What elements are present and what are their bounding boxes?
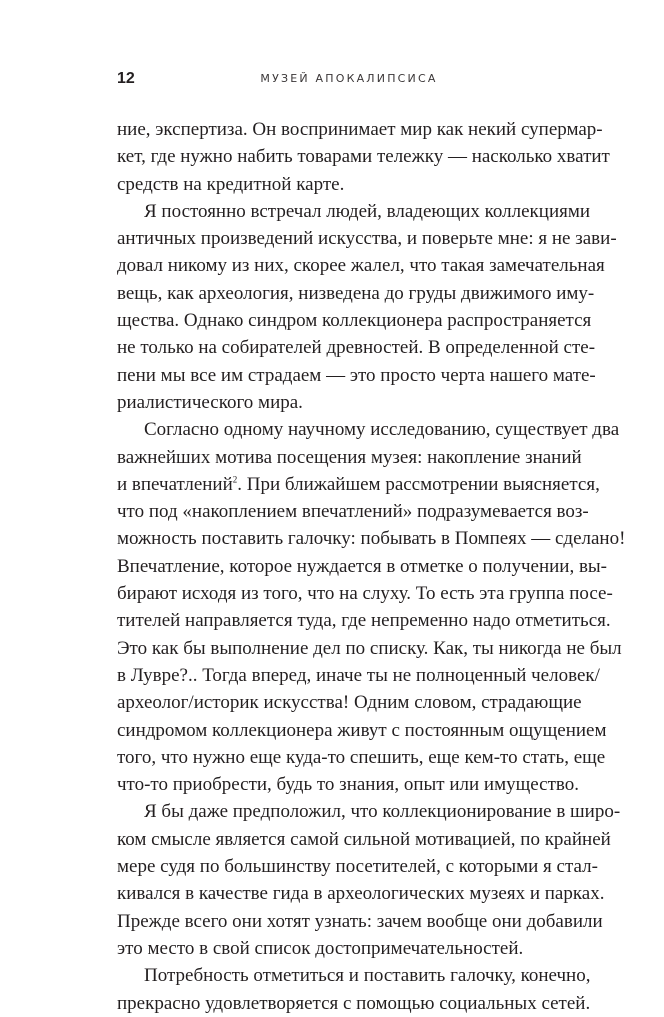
footnote-reference[interactable]: 2 [232, 474, 238, 485]
text-line: бирают исходя из того, что на слуху. То есть эта группа посе- [117, 583, 613, 605]
body-text [117, 116, 626, 1017]
running-header [117, 70, 581, 92]
text-line: того, что нужно еще куда-то спешить, еще кем-то стать, еще [117, 746, 606, 768]
text-line: не только на собирателей древностей. В определенной сте- [117, 337, 596, 359]
text-line: античных произведений искусства, и поверьте мне: я не зави- [117, 228, 617, 250]
text-line: прекрасно удовлетворяется с помощью социальных сетей. [117, 992, 591, 1014]
text-line: средств на кредитной карте. [117, 173, 345, 195]
book-title: МУЗЕЙ АПОКАЛИПСИСА [260, 72, 438, 85]
text-line: синдромом коллекционера живут с постоянным ощущением [117, 719, 607, 741]
text-fragment: и впечатлений [117, 473, 233, 495]
text-line: что под «накоплением впечатлений» подразумевается воз- [117, 501, 589, 523]
text-line: пени мы все им страдаем — это просто черта нашего мате- [117, 364, 596, 386]
text-line: Прежде всего они хотят узнать: зачем вообще они добавили [117, 910, 603, 932]
text-line: важнейших мотива посещения музея: накопление знаний [117, 446, 582, 468]
text-line: Я бы даже предположил, что коллекционирование в широ- [144, 801, 621, 823]
text-line: щества. Однако синдром коллекционера распространяется [117, 310, 592, 332]
text-line-with-footnote [117, 471, 600, 498]
text-line: можность поставить галочку: побывать в Помпеях — сделано! [117, 528, 626, 550]
text-line: мере судя по большинству посетителей, с которыми я стал- [117, 856, 598, 878]
text-line: Я постоянно встречал людей, владеющих коллекциями [144, 200, 591, 222]
text-line: Согласно одному научному исследованию, существует два [144, 419, 620, 441]
text-line: риалистического мира. [117, 391, 303, 413]
text-line: кивался в качестве гида в археологических музеях и парках. [117, 883, 605, 905]
page-number: 12 [117, 70, 135, 87]
text-line: ком смысле является самой сильной мотивацией, по крайней [117, 828, 611, 850]
text-line: довал никому из них, скорее жалел, что такая замечательная [117, 255, 605, 277]
text-line: археолог/историк искусства! Одним словом, страдающие [117, 692, 582, 714]
text-line: кет, где нужно набить товарами тележку — насколько хватит [117, 146, 610, 168]
text-line: Это как бы выполнение дел по списку. Как, ты никогда не был [117, 637, 622, 659]
text-line: Потребность отметиться и поставить галочку, конечно, [144, 965, 591, 987]
text-line: это место в свой список достопримечательностей. [117, 937, 524, 959]
text-line: вещь, как археология, низведена до груды движимого иму- [117, 282, 595, 304]
text-line: Впечатление, которое нуждается в отметке о получении, вы- [117, 555, 608, 577]
text-line: тителей направляется туда, где непременно надо отметиться. [117, 610, 611, 632]
text-line: что-то приобрести, будь то знания, опыт или имущество. [117, 774, 579, 796]
text-line: ние, экспертиза. Он воспринимает мир как некий супермар- [117, 119, 603, 140]
text-line: в Лувре?.. Тогда вперед, иначе ты не полноценный человек/ [117, 664, 600, 686]
text-fragment: . При ближайшем рассмотрении выясняется, [237, 473, 600, 495]
